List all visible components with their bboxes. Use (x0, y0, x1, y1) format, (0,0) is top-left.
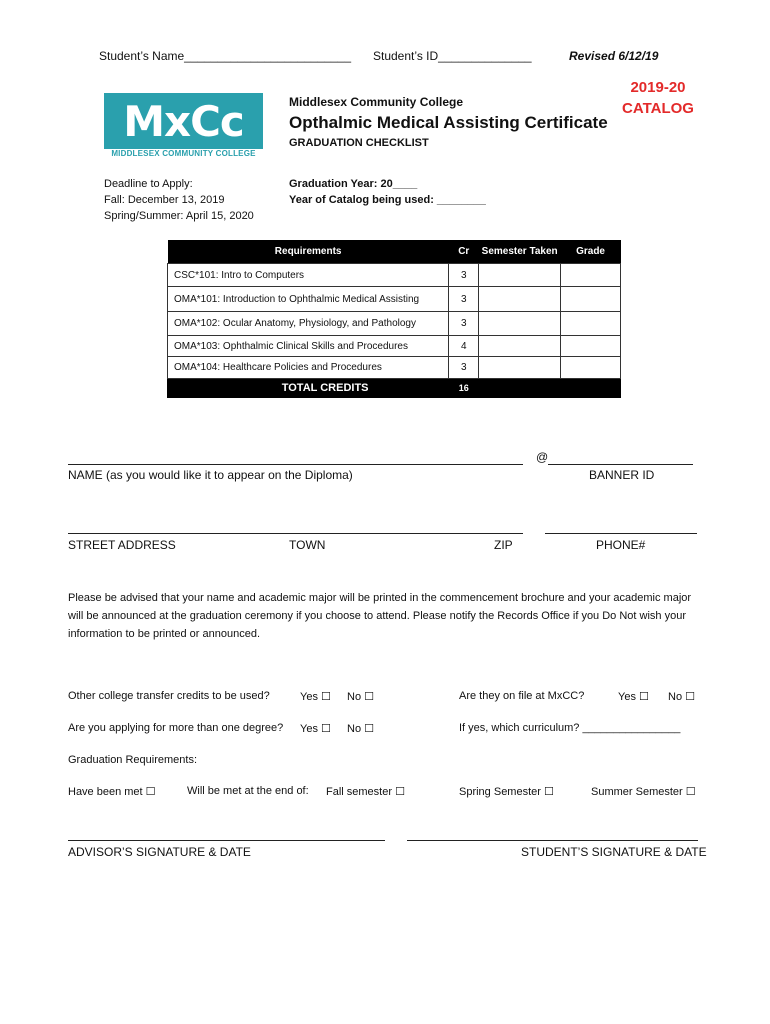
transfer-question: Other college transfer credits to be used? (68, 690, 270, 702)
transfer-no-checkbox[interactable]: No ☐ (347, 691, 374, 703)
catalog-label: CATALOG (622, 100, 694, 117)
course-credits: 3 (449, 357, 479, 379)
revised-date: Revised 6/12/19 (569, 49, 659, 63)
graduation-requirements-label: Graduation Requirements: (68, 754, 198, 766)
deadline-title: Deadline to Apply: (104, 178, 193, 190)
at-symbol: @ (536, 450, 549, 464)
multi-degree-question: Are you applying for more than one degree? (68, 722, 284, 734)
grade-cell[interactable] (561, 312, 621, 336)
course-name: CSC*101: Intro to Computers (168, 264, 449, 287)
semester-cell[interactable] (479, 312, 561, 336)
course-name: OMA*102: Ocular Anatomy, Physiology, and Pathology (168, 312, 449, 336)
transfer-yes-checkbox[interactable]: Yes ☐ (300, 691, 331, 703)
logo-subtitle: MIDDLESEX COMMUNITY COLLEGE (111, 149, 256, 158)
catalog-year: 2019-20 (630, 79, 686, 96)
on-file-no-checkbox[interactable]: No ☐ (668, 691, 695, 703)
name-line[interactable] (68, 464, 523, 465)
banner-id-line[interactable] (548, 464, 693, 465)
table-row (168, 312, 621, 336)
total-label: TOTAL CREDITS (168, 379, 449, 398)
grade-cell[interactable] (561, 357, 621, 379)
course-name: OMA*103: Ophthalmic Clinical Skills and Procedures (168, 336, 449, 357)
course-credits: 3 (449, 287, 479, 312)
spring-semester-checkbox[interactable]: Spring Semester ☐ (459, 786, 554, 798)
course-credits: 4 (449, 336, 479, 357)
student-signature-label: STUDENT’S SIGNATURE & DATE (521, 845, 707, 859)
program-title: Opthalmic Medical Assisting Certificate (289, 113, 608, 132)
on-file-question: Are they on file at MxCC? (459, 690, 585, 702)
town-label: TOWN (289, 538, 326, 552)
address-line[interactable] (68, 533, 523, 534)
semester-cell[interactable] (479, 287, 561, 312)
header-credits: Cr (449, 240, 479, 264)
semester-cell[interactable] (479, 357, 561, 379)
course-credits: 3 (449, 264, 479, 287)
grade-cell[interactable] (561, 264, 621, 287)
deadline-spring: Spring/Summer: April 15, 2020 (104, 210, 254, 222)
checklist-title: GRADUATION CHECKLIST (289, 137, 429, 149)
requirements-table (167, 240, 621, 398)
college-name: Middlesex Community College (289, 95, 464, 109)
student-signature-line[interactable] (407, 840, 698, 841)
advisor-signature-line[interactable] (68, 840, 385, 841)
zip-label: ZIP (494, 538, 513, 552)
table-row (168, 336, 621, 357)
will-be-met-label: Will be met at the end of: (187, 785, 309, 797)
multi-degree-no-checkbox[interactable]: No ☐ (347, 723, 374, 735)
phone-label: PHONE# (596, 538, 646, 552)
semester-cell[interactable] (479, 336, 561, 357)
fall-semester-checkbox[interactable]: Fall semester ☐ (326, 786, 405, 798)
header-requirements: Requirements (168, 240, 449, 264)
total-row (168, 379, 621, 398)
mxcc-logo (104, 93, 263, 159)
on-file-yes-checkbox[interactable]: Yes ☐ (618, 691, 649, 703)
summer-semester-checkbox[interactable]: Summer Semester ☐ (591, 786, 696, 798)
logo-mark: MxCc (123, 97, 244, 146)
grade-cell[interactable] (561, 336, 621, 357)
graduation-year-field[interactable]: Graduation Year: 20____ (289, 178, 418, 190)
banner-id-label: BANNER ID (589, 468, 655, 482)
table-row (168, 357, 621, 379)
name-label: NAME (as you would like it to appear on the Diploma) (68, 468, 353, 482)
table-row (168, 287, 621, 312)
course-name: OMA*104: Healthcare Policies and Procedures (168, 357, 449, 379)
table-row (168, 264, 621, 287)
deadline-fall: Fall: December 13, 2019 (104, 194, 225, 206)
advisor-signature-label: ADVISOR’S SIGNATURE & DATE (68, 845, 251, 859)
student-name-field[interactable]: Student’s Name_________________________ (99, 49, 352, 63)
multi-degree-yes-checkbox[interactable]: Yes ☐ (300, 723, 331, 735)
have-been-met-checkbox[interactable]: Have been met ☐ (68, 786, 156, 798)
catalog-year-field[interactable]: Year of Catalog being used: ________ (289, 194, 486, 206)
phone-line[interactable] (545, 533, 697, 534)
grade-cell[interactable] (561, 287, 621, 312)
street-label: STREET ADDRESS (68, 538, 176, 552)
header-grade: Grade (561, 240, 621, 264)
notice-paragraph: Please be advised that your name and academic major will be printed in the commencement brochure and your academic major will be announced at the graduation ceremony if you choose to attend. Please notify the Records Office if you Do Not wish your information to be printed or announced. (68, 592, 692, 640)
header-semester: Semester Taken (479, 240, 561, 264)
course-name: OMA*101: Introduction to Ophthalmic Medical Assisting (168, 287, 449, 312)
catalog-badge (610, 77, 706, 119)
total-value: 16 (449, 379, 479, 398)
semester-cell[interactable] (479, 264, 561, 287)
curriculum-field[interactable]: If yes, which curriculum? ________________ (459, 722, 681, 734)
table-header-row (168, 240, 621, 264)
student-id-field[interactable]: Student’s ID______________ (373, 49, 532, 63)
course-credits: 3 (449, 312, 479, 336)
